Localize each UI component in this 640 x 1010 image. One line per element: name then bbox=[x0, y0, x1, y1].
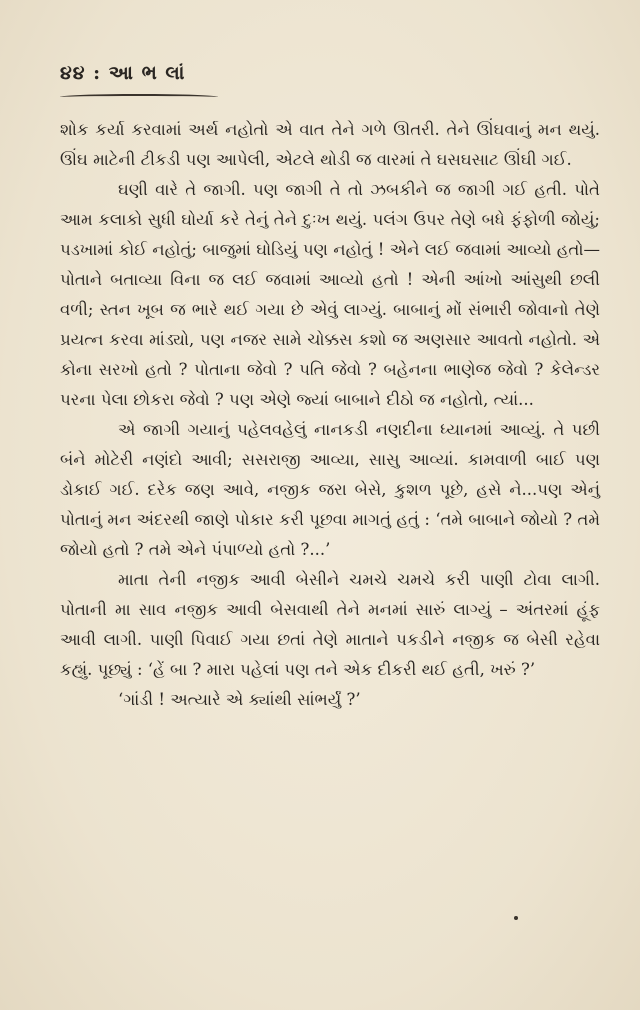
paragraph-4: માતા તેની નજીક આવી બેસીને ચમચે ચમચે કરી પાણી ટોવા લાગી. પોતાની મા સાવ નજીક આવી બેસવાથી તેને મનમાં સારું લાગ્યું – અંતરમાં હૂંફ આવી લાગી. પાણી પિવાઈ ગયા છતાં તેણે માતાને પકડીને નજીક જ બેસી રહેવા કહ્યું. પૂછ્યું : ‘હેં બા ? મારા પહેલાં પણ તને એક દીકરી થઈ હતી, ખરું ?’ bbox=[60, 570, 600, 679]
paragraph-5: ‘ગાંડી ! અત્યારે એ ક્યાંથી સાંભર્યું ?’ bbox=[118, 690, 361, 709]
header-underline bbox=[60, 94, 218, 100]
paragraph-1: શોક કર્યા કરવામાં અર્થ નહોતો એ વાત તેને ગળે ઊતરી. તેને ઊંઘવાનું મન થયું. ઊંઘ માટેની ટીકડી પણ આપેલી, એટલે થોડી જ વારમાં તે ઘસઘસાટ ઊંઘી ગઈ. bbox=[60, 120, 600, 169]
paragraph-2: ઘણી વારે તે જાગી. પણ જાગી તે તો ઝબકીને જ જાગી ગઈ હતી. પોતે આમ કલાકો સુધી ઘોર્યા કરે તેનું તેને દુઃખ થયું. પલંગ ઉપર તેણે બધે ફંફોળી જોયું; પડખામાં કોઈ નહોતું; બાજુમાં ઘોડિયું પણ નહોતું ! એને લઈ જવામાં આવ્યો હતો—પોતાને બતાવ્યા વિના જ લઈ જવામાં આવ્યો હતો ! એની આંખો આંસુથી છલી વળી; સ્તન ખૂબ જ ભારે થઈ ગયા છે એવું લાગ્યું. બાબાનું મોં સંભારી જોવાનો તેણે પ્રયત્ન કરવા માંડ્યો, પણ નજર સામે ચોક્કસ કશો જ અણસાર આવતો નહોતો. એ કોના સરખો હતો ? પોતાના જેવો ? પતિ જેવો ? બહેનના ભાણેજ જેવો ? કેલેન્ડર પરના પેલા છોકરા જેવો ? પણ એણે જ્યાં બાબાને દીઠો જ નહોતો, ત્યાં... bbox=[60, 180, 600, 409]
running-head: ૪૪ : આ ભ લાં bbox=[60, 62, 186, 84]
paragraph-3: એ જાગી ગયાનું પહેલવહેલું નાનકડી નણદીના ધ્યાનમાં આવ્યું. તે પછી બંને મોટેરી નણંદો આવી; સસરાજી આવ્યા, સાસુ આવ્યાં. કામવાળી બાઈ પણ ડોકાઈ ગઈ. દરેક જણ આવે, નજીક જરા બેસે, કુશળ પૂછે, હસે ને...પણ એનું પોતાનું મન અંદરથી જાણે પોકાર કરી પૂછવા માગતું હતું : ‘તમે બાબાને જોયો ? તમે જોયો હતો ? તમે એને પંપાળ્યો હતો ?...’ bbox=[60, 420, 600, 559]
body-text bbox=[60, 115, 600, 715]
print-speck bbox=[514, 916, 518, 920]
